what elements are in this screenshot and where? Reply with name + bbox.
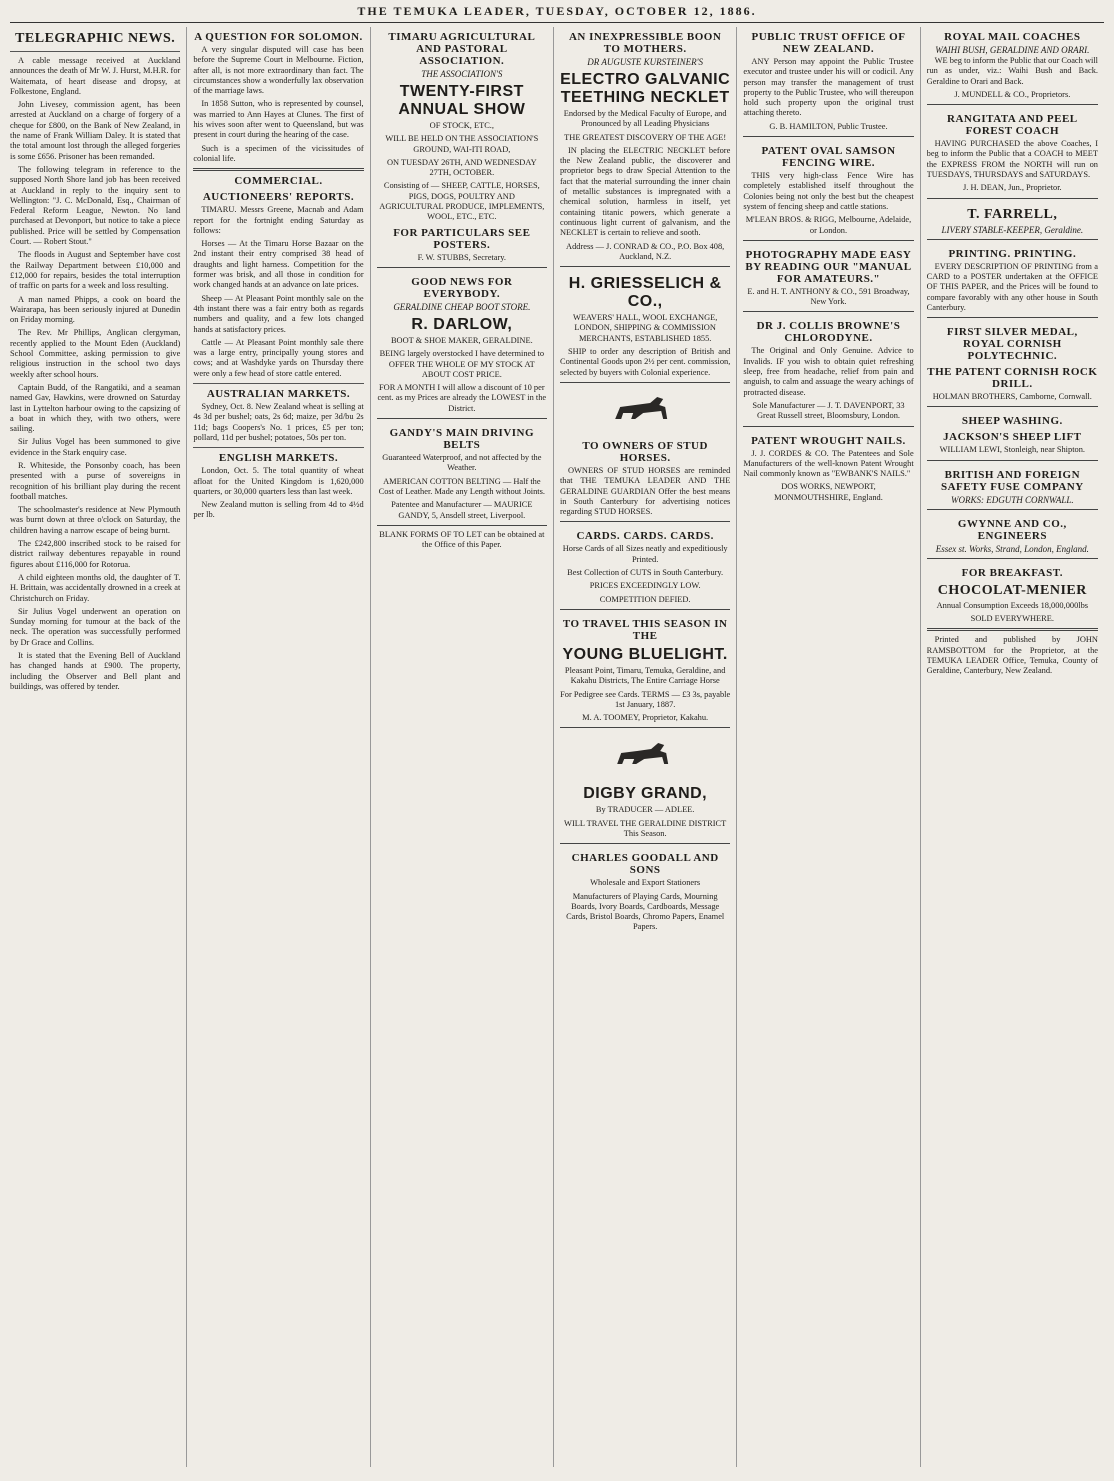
public-trust-body: ANY Person may appoint the Public Trustee executor and trustee under his will or codicil. Any person may transfer the management of trust property to the Public Trustee, who will thereupon hold such property upon the original trust attaching thereto. (743, 57, 914, 118)
gwynne-sub: Essex st. Works, Strand, London, England. (935, 543, 1089, 554)
rock-drill-sign: HOLMAN BROTHERS, Camborne, Cornwall. (932, 392, 1092, 402)
samson-wire-heading: PATENT OVAL SAMSON FENCING WIRE. (761, 145, 896, 170)
article-paragraph: In 1858 Sutton, who is represented by counsel, was married to Ann Hayes at Clunes. The first of his wives soon after went to Queensland, but was present in court during the hearing of the case. (193, 99, 364, 140)
silver-medal-heading: FIRST SILVER MEDAL, ROYAL CORNISH POLYTECHNIC. (946, 326, 1078, 363)
article-paragraph: Sir Julius Vogel has been summoned to give evidence in the Stark enquiry case. (10, 437, 181, 457)
public-trust-sign: G. B. HAMILTON, Public Trustee. (769, 121, 888, 131)
ad-line: OF STOCK, ETC., (429, 121, 494, 130)
ad-line: Consisting of — SHEEP, CATTLE, HORSES, PIGS, DOGS, POULTRY AND AGRICULTURAL PRODUCE, IMPLEMENTS, WOOL, ETC., ETC. (379, 181, 545, 222)
article-paragraph: London, Oct. 5. The total quantity of wheat afloat for the United Kingdom is 1,620,000 quarters, or 30,000 quarters less than last week. (193, 466, 364, 496)
printing-heading: PRINTING. PRINTING. (948, 247, 1077, 260)
auctioneers-heading: AUCTIONEERS' REPORTS. (202, 191, 355, 204)
royal-mail-sign: J. MUNDELL & CO., Proprietors. (954, 89, 1071, 99)
ad-line: THE GREATEST DISCOVERY OF THE AGE! (564, 132, 727, 142)
bluelight-title: YOUNG BLUELIGHT. (562, 645, 728, 663)
chlorodyne-heading: DR J. COLLIS BROWNE'S CHLORODYNE. (756, 320, 901, 345)
goodall-title: CHARLES GOODALL AND SONS (571, 852, 719, 877)
rangitata-heading: RANGITATA AND PEEL FOREST COACH (947, 113, 1078, 138)
ad-line: Horse Cards of all Sizes neatly and expeditiously Printed. (562, 544, 728, 564)
farrell-title: T. FARRELL, (967, 206, 1058, 222)
good-news-heading: GOOD NEWS FOR EVERYBODY. (411, 275, 513, 300)
article-paragraph: The schoolmaster's residence at New Plymouth was burnt down at three o'clock on Saturday, the children having a narrow escape of being burnt. (10, 505, 181, 535)
masthead: THE TEMUKA LEADER, TUESDAY, OCTOBER 12, 1886. (10, 4, 1104, 23)
ad-line: COMPETITION DEFIED. (599, 594, 691, 604)
column-2 (193, 27, 370, 1467)
ad-line: SHIP to order any description of British and Continental Goods upon 2½ per cent. commission, selected by buyers with Colonial experience. (559, 347, 731, 377)
ad-line: Endorsed by the Medical Faculty of Europe, and Pronounced by all Leading Physicians (563, 109, 727, 129)
horse-icon (560, 389, 730, 429)
show-ad-heading: TIMARU AGRICULTURAL AND PASTORAL ASSOCIATION. (388, 31, 536, 67)
ad-line: FOR A MONTH I will allow a discount of 10 per cent. as my Prices are already the LOWEST in the District. (377, 383, 547, 413)
nails-body: J. J. CORDES & CO. The Patentees and Sole Manufacturers of the well-known Patent Wrought Nail commonly known as "EWBANK'S NAILS." (743, 448, 914, 479)
blank-forms-notice: BLANK FORMS OF TO LET can be obtained at the Office of this Paper. (379, 529, 545, 550)
show-ad-sub: THE ASSOCIATION'S (421, 69, 503, 79)
safety-fuse-sub: WORKS: EDGUTH CORNWALL. (951, 494, 1074, 505)
nails-sign: DOS WORKS, NEWPORT, MONMOUTHSHIRE, England. (774, 482, 883, 502)
horse-icon (560, 734, 730, 774)
article-paragraph: A cable message received at Auckland announces the death of Mr W. J. Hurst, M.H.R. for Waitemata, of heart disease and dropsy, at Folkestone, England. (10, 56, 181, 96)
necklet-title: ELECTRO GALVANIC TEETHING NECKLET (560, 71, 731, 106)
question-heading: A QUESTION FOR SOLOMON. (194, 31, 363, 43)
rangitata-body: HAVING PURCHASED the above Coaches, I beg to inform the Public that a COACH to MEET the EXPRESS FROM the NORTH will run on TUESDAYS, THURSDAYS and SATURDAYS. (926, 139, 1098, 180)
ad-line: SOLD EVERYWHERE. (970, 614, 1054, 624)
columns (10, 27, 1104, 1467)
ad-line: M. A. TOOMEY, Proprietor, Kakahu. (582, 713, 709, 723)
article-paragraph: Such is a specimen of the vicissitudes of colonial life. (193, 143, 364, 163)
rangitata-sign: J. H. DEAN, Jun., Proprietor. (963, 183, 1062, 193)
show-ad-footer: FOR PARTICULARS SEE POSTERS. (393, 226, 531, 251)
column-5 (743, 27, 920, 1467)
ad-line: Wholesale and Export Stationers (590, 878, 701, 888)
stud-heading: TO OWNERS OF STUD HORSES. (582, 439, 708, 464)
article-paragraph: The floods in August and September have cost the Railway Department between £10,000 and £12,000 for repairs, besides the total interruption of traffic on parts for a week and loss resulting. (10, 250, 181, 291)
article-paragraph: The £242,800 inscribed stock to be raised for district railway debentures repayable in round figures about £116,000 for Rotorua. (10, 539, 181, 569)
boot-store-sub: GERALDINE CHEAP BOOT STORE. (393, 301, 531, 312)
article-paragraph: Sheep — At Pleasant Point monthly sale on the 4th instant there was a fair entry both as regards numbers and quality, and a few lots changed hands at satisfactory prices. (193, 293, 364, 334)
ad-line: ON TUESDAY 26TH, AND WEDNESDAY 27TH, OCTOBER. (386, 157, 537, 178)
photography-sign: E. and H. T. ANTHONY & CO., 591 Broadway, New York. (747, 286, 910, 307)
article-paragraph: The following telegram in reference to the supposed North Shore land job has been received at Auckland in reply to the inquiry sent to Wellington: "J. C. McDonald, Esq., Chairman of Federal Reform League, Newton. No land purchased at Devonport, but notice to take a piece published. Price will be settled by Compensation Court. — Robert Stout." (10, 164, 181, 247)
gwynne-title: GWYNNE AND CO., ENGINEERS (957, 517, 1067, 542)
article-paragraph: A very singular disputed will case has been before the Supreme Court in Melbourne. Fiction, after all, is not more extraordinary than fact. The circumstances show a wonderfully lax observation of the marriage laws. (193, 45, 364, 96)
ad-line: PRICES EXCEEDINGLY LOW. (589, 581, 701, 591)
sheep-lift-sign: WILLIAM LEWI, Stonleigh, near Shipton. (939, 445, 1085, 455)
article-paragraph: Horses — At the Timaru Horse Bazaar on the 2nd instant their entry comprised 38 head of draughts and light harness. Competition for the former was brisk, and all those in condition for work changed hands at an advance on late prices. (193, 239, 364, 290)
column-6 (927, 27, 1104, 1467)
royal-mail-body: WE beg to inform the Public that our Coach will run as under, viz.: Waihi Bush and Back. Geraldine to Orari and Back. (926, 56, 1098, 86)
ad-line: WILL BE HELD ON THE ASSOCIATION'S GROUND, WAI-ITI ROAD, (385, 134, 539, 154)
samson-wire-sign: M'LEAN BROS. & RIGG, Melbourne, Adelaide, or London. (745, 215, 912, 235)
australian-markets-heading: AUSTRALIAN MARKETS. (206, 388, 351, 401)
article-paragraph: A child eighteen months old, the daughter of T. H. Brittain, was accidentally drowned in a creek at Christchurch on Friday. (10, 572, 181, 603)
article-paragraph: John Livesey, commission agent, has been arrested at Auckland on a charge of forgery of a cheque for £800, on the Bank of New Zealand, in the name of Frank William Daley. It is stated that the total amount lost through the alleged forgeries is some £656. Prisoner has been remanded. (10, 100, 181, 161)
kursteiner-sub: DR AUGUSTE KURSTEINER'S (587, 57, 704, 67)
ad-line: BOOT & SHOE MAKER, GERALDINE. (390, 335, 533, 345)
photography-heading: PHOTOGRAPHY MADE EASY BY READING OUR "MANUAL FOR AMATEURS." (745, 248, 912, 285)
article-paragraph: TIMARU. Messrs Greene, Macnab and Adam report for the fortnight ending Saturday as follows: (193, 205, 364, 235)
royal-mail-sub: WAIHI BUSH, GERALDINE AND ORARI. (935, 45, 1090, 55)
samson-wire-body: THIS very high-class Fence Wire has completely established itself throughout the Colonies being not only the best but the cheapest system of fencing sheep and cattle stations. (743, 171, 914, 211)
article-paragraph: Sir Julius Vogel underwent an operation on Sunday morning for tumour at the back of the neck. The operation was successfully performed by Dr Grace and Collins. (10, 606, 181, 647)
ad-line: Annual Consumption Exceeds 18,000,000lbs (936, 600, 1089, 610)
ad-line: BEING largely overstocked I have determined to OFFER THE WHOLE OF MY STOCK AT ABOUT COST PRICE. (379, 349, 545, 379)
gandy-heading: GANDY'S MAIN DRIVING BELTS (389, 427, 535, 452)
travel-heading: TO TRAVEL THIS SEASON IN THE (562, 617, 728, 642)
article-paragraph: A man named Phipps, a cook on board the Wairarapa, has been seriously injured at Dunedin on Friday morning. (10, 294, 181, 325)
ad-line: AMERICAN COTTON BELTING — Half the Cost of Leather. Made any Length without Joints. (378, 476, 545, 496)
column-3 (377, 27, 554, 1467)
breakfast-heading: FOR BREAKFAST. (961, 566, 1063, 579)
rock-drill-title: THE PATENT CORNISH ROCK DRILL. (927, 366, 1098, 391)
column-1 (10, 27, 187, 1467)
show-ad-sign: F. W. STUBBS, Secretary. (417, 252, 506, 262)
article-paragraph: Sydney, Oct. 8. New Zealand wheat is selling at 4s 3d per bushel; oats, 2s 6d; maize, per 3d/bu 2s 11d; bags Coopers's No. 1 prices, £5 per ton; pollard, 11d per bushel; potatoes, 50s per ton. (193, 402, 364, 442)
ad-line: WILL TRAVEL THE GERALDINE DISTRICT This Season. (564, 818, 727, 838)
article-paragraph: R. Whiteside, the Ponsonby coach, has been presented with a purse of sovereigns in recognition of his brilliant play during the recent football matches. (10, 460, 181, 501)
printing-body: EVERY DESCRIPTION OF PRINTING from a CARD to a POSTER undertaken at the OFFICE OF THIS PAPER, and the Prices will be found to compare favorably with any other house in South Canterbury. (926, 261, 1098, 312)
sheep-lift-title: JACKSON'S SHEEP LIFT (943, 431, 1082, 444)
imprint-footer: Printed and published by JOHN RAMSBOTTOM for the Proprietor, at the TEMUKA LEADER Office, Temuka, County of Geraldine, Canterbury, New Zealand. (926, 635, 1098, 676)
ad-line: Guaranteed Waterproof, and not affected by the Weather. (382, 453, 542, 473)
nails-heading: PATENT WROUGHT NAILS. (751, 434, 906, 447)
necklet-body: IN placing the ELECTRIC NECKLET before the New Zealand public, the discoverer and proprietor begs to draw Special Attention to the fact that the material surrounding the inner chain of metallic substances is impregnated with a chemical solution, harmless in itself, yet containing titanic powers, which generate a continuous light current of galvanism, and the NECKLET is certain to relieve and sooth. (559, 145, 731, 238)
necklet-sign: Address — J. CONRAD & CO., P.O. Box 408, Auckland, N.Z. (566, 241, 725, 261)
english-markets-heading: ENGLISH MARKETS. (218, 452, 339, 465)
article-paragraph: New Zealand mutton is selling from 4d to 4½d per lb. (193, 500, 364, 520)
column-4 (560, 27, 737, 1467)
ad-line: Manufacturers of Playing Cards, Mourning Boards, Ivory Boards, Cardboards, Message Cards, Bristol Boards, Chromo Papers, Enamel Papers. (566, 891, 725, 932)
chlorodyne-body: The Original and Only Genuine. Advice to Invalids. IF you wish to obtain quiet refreshing sleep, free from headache, relief from pain and anguish, to calm and assuage the weary achings of protracted disease. (743, 346, 914, 397)
article-paragraph: The Rev. Mr Phillips, Anglican clergyman, recently applied to the Mount Eden (Auckland) School Committee, asking permission to give religious instruction in the school two days weekly after school hours. (10, 328, 181, 379)
safety-fuse-heading: BRITISH AND FOREIGN SAFETY FUSE COMPANY (940, 468, 1084, 493)
public-trust-heading: PUBLIC TRUST OFFICE OF NEW ZEALAND. (751, 31, 906, 55)
royal-mail-heading: ROYAL MAIL COACHES (944, 31, 1081, 43)
ad-line: For Pedigree see Cards. TERMS — £3 3s, payable 1st January, 1887. (560, 689, 731, 709)
ad-line: Best Collection of CUTS in South Canterbury. (567, 568, 724, 578)
darlow-title: R. DARLOW, (411, 315, 513, 333)
stud-body: OWNERS OF STUD HORSES are reminded that THE TEMUKA LEADER AND THE GERALDINE GUARDIAN Offer the best means in South Canterbury for advertising notices regarding STUD HORSES. (559, 465, 731, 517)
ad-line: Pleasant Point, Timaru, Temuka, Geraldine, and Kakahu Districts, The Entire Carriage Horse (564, 665, 726, 686)
show-ad-title: TWENTY-FIRST ANNUAL SHOW (398, 83, 526, 118)
sheep-washing-heading: SHEEP WASHING. (961, 415, 1063, 428)
farrell-sub: LIVERY STABLE-KEEPER, Geraldine. (941, 224, 1084, 235)
menier-title: CHOCOLAT-MENIER (937, 582, 1087, 598)
boon-heading: AN INEXPRESSIBLE BOON TO MOTHERS. (568, 31, 722, 55)
chlorodyne-sign: Sole Manufacturer — J. T. DAVENPORT, 33 Great Russell street, Bloomsbury, London. (752, 400, 905, 421)
commercial-heading: COMMERCIAL. (234, 175, 323, 188)
article-paragraph: It is stated that the Evening Bell of Auckland has changed hands at £900. The property, including the Observer and Bell plant and buildings, was offered by tender. (10, 651, 181, 691)
telegraphic-news-heading: TELEGRAPHIC NEWS. (15, 31, 176, 46)
cards-heading: CARDS. CARDS. CARDS. (576, 530, 714, 543)
article-paragraph: Cattle — At Pleasant Point monthly sale there was a large entry, principally young stores and cows; and at Washdyke yards on Thursday there were only a few head of store cattle entered. (193, 337, 364, 378)
article-paragraph: Captain Budd, of the Rangatiki, and a seaman named Gav, Hawkins, were drowned on Saturday last in Lyttelton harbour owing to the capsizing of a boat in which they, with two others, were sailing. (10, 382, 181, 434)
griesselich-title: H. GRIESSELICH & CO., (568, 275, 722, 311)
ad-line: By TRADUCER — ADLEE. (595, 805, 695, 815)
ad-line: WEAVERS' HALL, WOOL EXCHANGE, LONDON, SHIPPING & COMMISSION MERCHANTS, ESTABLISHED 1855. (572, 313, 718, 343)
digby-title: DIGBY GRAND, (583, 785, 708, 803)
ad-line: Patentee and Manufacturer — MAURICE GANDY, 5, Ansdell street, Liverpool. (391, 500, 533, 520)
